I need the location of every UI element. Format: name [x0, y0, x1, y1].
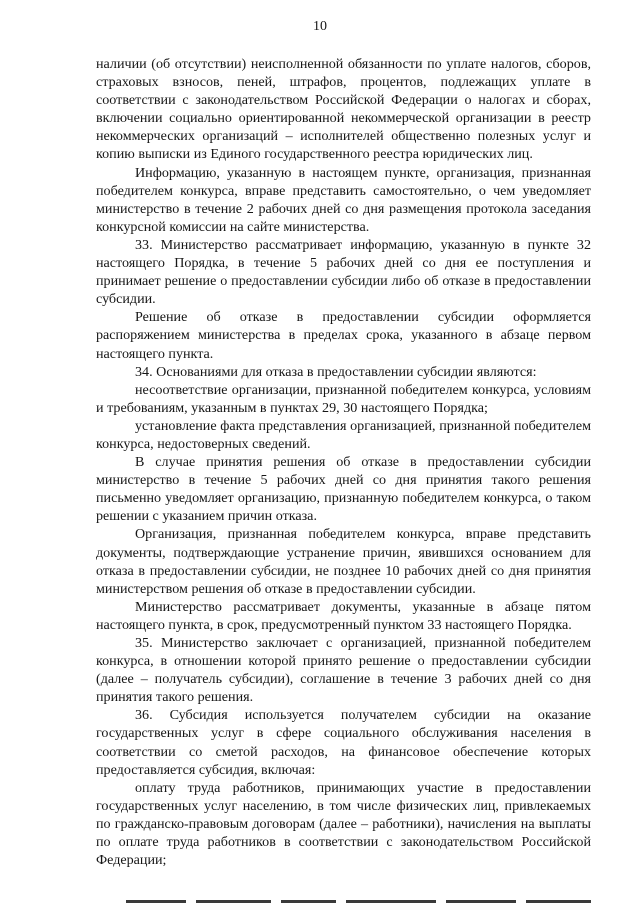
- text-line: отказа в предоставлении субсидии, не позднее 10 рабочих дней со дня: [96, 562, 530, 579]
- paragraph: [96, 779, 591, 869]
- paragraph: [96, 363, 591, 381]
- paragraph: [96, 598, 591, 634]
- text-line: 35. Министерство заключает с организацией, признанной победителем: [135, 635, 591, 651]
- text-line: 34. Основаниями для отказа в предоставлении субсидии являются:: [135, 363, 537, 380]
- text-line: принятия такого решения.: [96, 689, 254, 706]
- text-line: сборов, страховых взносов, пеней, штрафов, процентов, подлежащих уплате: [96, 56, 591, 91]
- text-line: протокола заседания конкурсной комиссии на сайте министерства.: [96, 200, 591, 235]
- document-body: [96, 55, 591, 869]
- text-line: Решение об отказе в предоставлении субсидии оформляется: [135, 309, 591, 326]
- text-line: чем уведомляет министерство в течение 2 рабочих дней со дня размещения: [96, 182, 591, 217]
- text-line: Организация, признанная победителем конкурса, вправе представить: [135, 526, 591, 543]
- text-line: принимает решение о предоставлении субсидии либо об отказе в: [96, 273, 491, 290]
- text-line: настоящего Порядка, в течение 5 рабочих дней со дня ее поступления и: [96, 255, 591, 272]
- text-line: конкурса, в отношении которой принято решение о предоставлении субсидии: [96, 653, 591, 670]
- text-line: несоответствие организации, признанной победителем конкурса,: [135, 381, 530, 398]
- paragraph: [96, 634, 591, 706]
- text-line: начисления на выплаты по оплате труда работников в соответствии с: [96, 815, 591, 851]
- text-line: законодательством Российской Федерации;: [96, 834, 591, 869]
- text-line: привлекаемых по гражданско-правовым договорам (далее – работники),: [96, 797, 592, 832]
- text-line: письменно уведомляет организацию, признанную победителем конкурса, о: [96, 490, 553, 507]
- text-line: Информацию, указанную в настоящем пункте, организация,: [135, 164, 515, 181]
- text-line: государственных услуг в сфере социального обслуживания населения в: [96, 725, 591, 742]
- text-line: реестра юридических лиц.: [373, 146, 533, 163]
- cut-off-next-line: [96, 893, 591, 905]
- text-line: государственных услуг населению, в том числе физических лиц,: [96, 797, 499, 814]
- text-line: распоряжением министерства в пределах срока, указанного в абзаце первом: [96, 327, 591, 344]
- text-line: (далее – получатель субсидии), соглашение в течение 3 рабочих дней со дня: [96, 671, 591, 688]
- paragraph: [96, 55, 591, 164]
- text-line: организации в реестр некоммерческих организаций – исполнителей: [96, 110, 591, 145]
- paragraph: [96, 308, 591, 362]
- paragraph: [96, 453, 591, 525]
- text-line: сборах, включении социально ориентированной некоммерческой: [96, 92, 591, 127]
- paragraph: [96, 236, 591, 308]
- paragraph: [96, 525, 591, 597]
- text-line: настоящего пункта, в срок, предусмотренный пунктом 33 настоящего: [96, 616, 514, 633]
- text-line: документы, подтверждающие устранение причин, явившихся основанием для: [96, 544, 591, 561]
- text-line: победителем конкурса, недостоверных сведений.: [96, 417, 591, 452]
- text-line: Порядка.: [517, 616, 572, 633]
- text-line: Министерство рассматривает документы, указанные в абзаце пятом: [135, 598, 591, 615]
- paragraph: [96, 417, 591, 453]
- text-line: предоставляется субсидия, включая:: [96, 761, 316, 778]
- text-line: признанная победителем конкурса, вправе представить самостоятельно, о: [96, 164, 591, 199]
- text-line: 33. Министерство рассматривает информацию, указанную в пункте 32: [135, 236, 591, 253]
- text-line: установление факта представления организацией, признанной: [135, 417, 511, 434]
- text-line: таком решении с указанием причин отказа.: [96, 490, 591, 525]
- paragraph: [96, 706, 591, 778]
- text-line: В случае принятия решения об отказе в предоставлении субсидии: [135, 454, 591, 471]
- cropped-text-fragment: [96, 894, 591, 905]
- text-line: министерство в течение 5 рабочих дней со дня принятия такого решения: [96, 472, 591, 489]
- text-line: оплату труда работников, принимающих участие в предоставлении: [135, 779, 591, 796]
- text-line: настоящего пункта.: [96, 345, 214, 362]
- text-line: условиям и требованиям, указанным в пунктах 29, 30 настоящего Порядка;: [96, 381, 591, 416]
- text-line: 36. Субсидия используется получателем субсидии на оказание: [135, 707, 591, 724]
- paragraph: [96, 381, 591, 417]
- text-line: общественно полезных услуг и копию выписки из Единого государственного: [96, 128, 591, 163]
- page-number: 10: [313, 19, 327, 34]
- text-line: принятия министерством решения об отказе в предоставлении субсидии.: [96, 562, 591, 597]
- text-line: в соответствии с законодательством Российской Федерации о налогах и: [96, 74, 591, 109]
- text-line: наличии (об отсутствии) неисполненной обязанности по уплате налогов,: [96, 56, 542, 72]
- text-line: соответствии со сметой расходов, на финансовое обеспечение которых: [96, 743, 591, 760]
- paragraph: [96, 164, 591, 236]
- text-line: предоставлении субсидии.: [96, 273, 591, 308]
